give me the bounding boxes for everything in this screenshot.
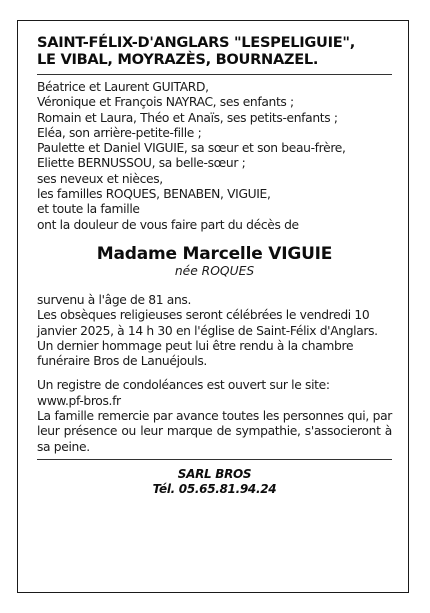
family-line: ses neveux et nièces, [37, 171, 163, 186]
website-text: www.pf-bros.fr [37, 393, 121, 408]
age-line: survenu à l'âge de 81 ans. [37, 292, 192, 307]
family-line: ont la douleur de vous faire part du décès de [37, 217, 299, 232]
funeral-details [37, 293, 392, 369]
homage-info: Un dernier hommage peut lui être rendu à la chambre funéraire Bros de Lanuéjouls. [37, 338, 354, 369]
family-line: Romain et Laura, Théo et Anaïs, ses petits-enfants ; [37, 110, 338, 125]
family-line: les familles ROQUES, BENABEN, VIGUIE, [37, 187, 271, 202]
location-heading [37, 34, 392, 68]
family-line: Véronique et François NAYRAC, ses enfants ; [37, 95, 294, 110]
funeral-home-footer [37, 467, 392, 498]
company-phone: Tél. 05.65.81.94.24 [152, 482, 277, 497]
deceased-name: Madame Marcelle VIGUIE [96, 243, 333, 264]
thanks-text: La famille remercie par avance toutes les personnes qui, par leur présence ou leur marque de sympathie, s'associeront à sa peine. [37, 409, 392, 454]
family-list [37, 80, 392, 233]
obituary-notice [17, 20, 409, 593]
family-line: et toute la famille [37, 202, 140, 217]
top-divider [37, 74, 392, 75]
maiden-name: née ROQUES [174, 263, 255, 278]
company-name: SARL BROS [177, 466, 252, 481]
registry-text: Un registre de condoléances est ouvert sur le site: [37, 378, 330, 393]
family-line: Paulette et Daniel VIGUIE, sa sœur et son beau-frère, [37, 141, 346, 156]
bottom-divider [37, 459, 392, 460]
family-line: Eliette BERNUSSOU, sa belle-sœur ; [37, 156, 246, 171]
notice-content [37, 34, 392, 498]
family-line: Béatrice et Laurent GUITARD, [37, 80, 209, 94]
location-heading-line-1: SAINT-FÉLIX-D'ANGLARS "LESPELIGUIE", [37, 34, 355, 51]
closing-section [37, 378, 392, 454]
family-line: Eléa, son arrière-petite-fille ; [37, 125, 202, 140]
location-heading-line-2: LE VIBAL, MOYRAZÈS, BOURNAZEL. [37, 51, 319, 68]
funeral-info: Les obsèques religieuses seront célébrées le vendredi 10 janvier 2025, à 14 h 30 en l'église de Saint-Félix d'Anglars. [37, 308, 378, 338]
